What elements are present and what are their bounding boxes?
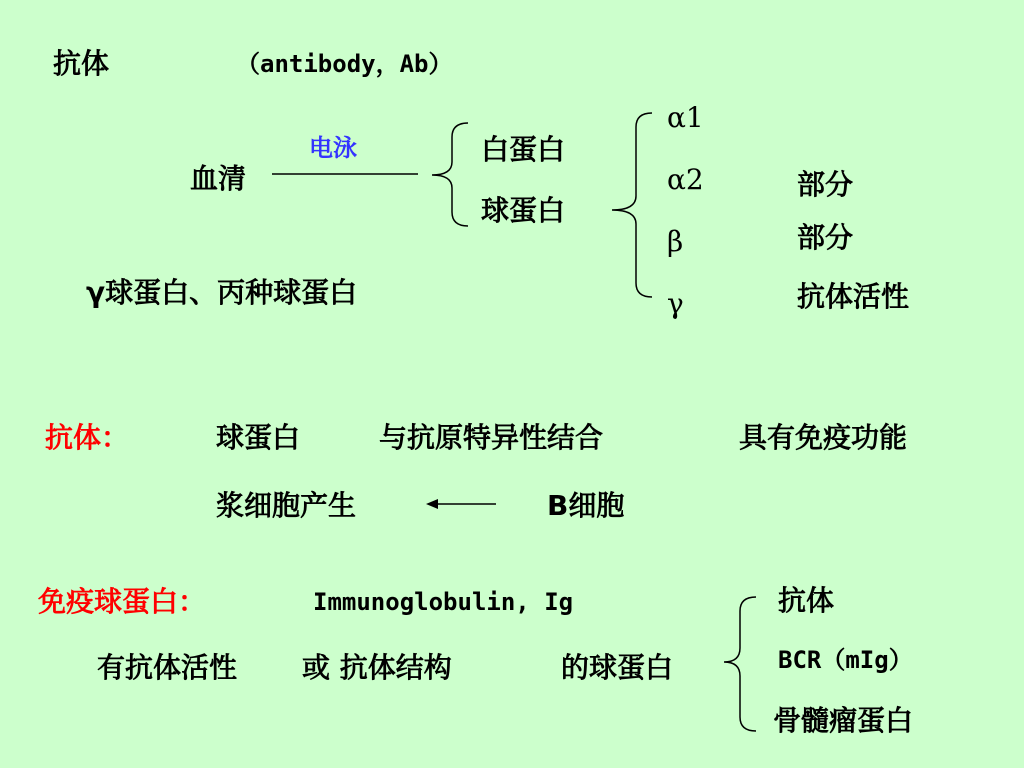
ig-form-antibody: 抗体 <box>778 584 835 617</box>
b-cell-label: B细胞 <box>547 489 625 522</box>
alpha1-label: α1 <box>667 101 704 134</box>
note-antibody-activity: 抗体活性 <box>797 280 910 313</box>
immunoglobulin-english: Immunoglobulin, Ig <box>313 588 574 616</box>
antibody-nature: 球蛋白 <box>216 421 301 454</box>
globulin-label: 球蛋白 <box>481 194 566 227</box>
note-part-1: 部分 <box>797 168 854 201</box>
ig-desc-structure: 或 抗体结构 <box>302 651 452 684</box>
fraction-brace <box>432 123 468 226</box>
origin-arrow-head <box>426 499 438 509</box>
plasma-cell-label: 浆细胞产生 <box>216 489 357 522</box>
ig-desc-globulin: 的球蛋白 <box>561 651 674 684</box>
title-english: （antibody，Ab） <box>236 50 453 78</box>
antibody-function-immune: 具有免疫功能 <box>739 421 908 454</box>
ig-desc-activity: 有抗体活性 <box>97 651 238 684</box>
antibody-def-label: 抗体： <box>45 421 130 454</box>
ig-forms-brace <box>724 597 756 731</box>
electrophoresis-label: 电泳 <box>309 134 357 162</box>
note-part-2: 部分 <box>797 221 854 254</box>
antibody-function-binding: 与抗原特异性结合 <box>379 421 604 454</box>
ig-form-myeloma: 骨髓瘤蛋白 <box>773 704 914 737</box>
title-term: 抗体 <box>53 47 110 80</box>
immunoglobulin-label: 免疫球蛋白： <box>38 585 207 618</box>
alpha2-label: α2 <box>667 163 704 196</box>
serum-label: 血清 <box>190 162 247 195</box>
albumin-label: 白蛋白 <box>481 133 566 166</box>
ig-form-bcr: BCR（mIg） <box>778 646 913 674</box>
globulin-brace <box>612 113 652 297</box>
gamma-globulin-note: γ球蛋白、丙种球蛋白 <box>86 276 358 309</box>
beta-label: β <box>667 225 684 258</box>
gamma-label: γ <box>667 287 684 320</box>
